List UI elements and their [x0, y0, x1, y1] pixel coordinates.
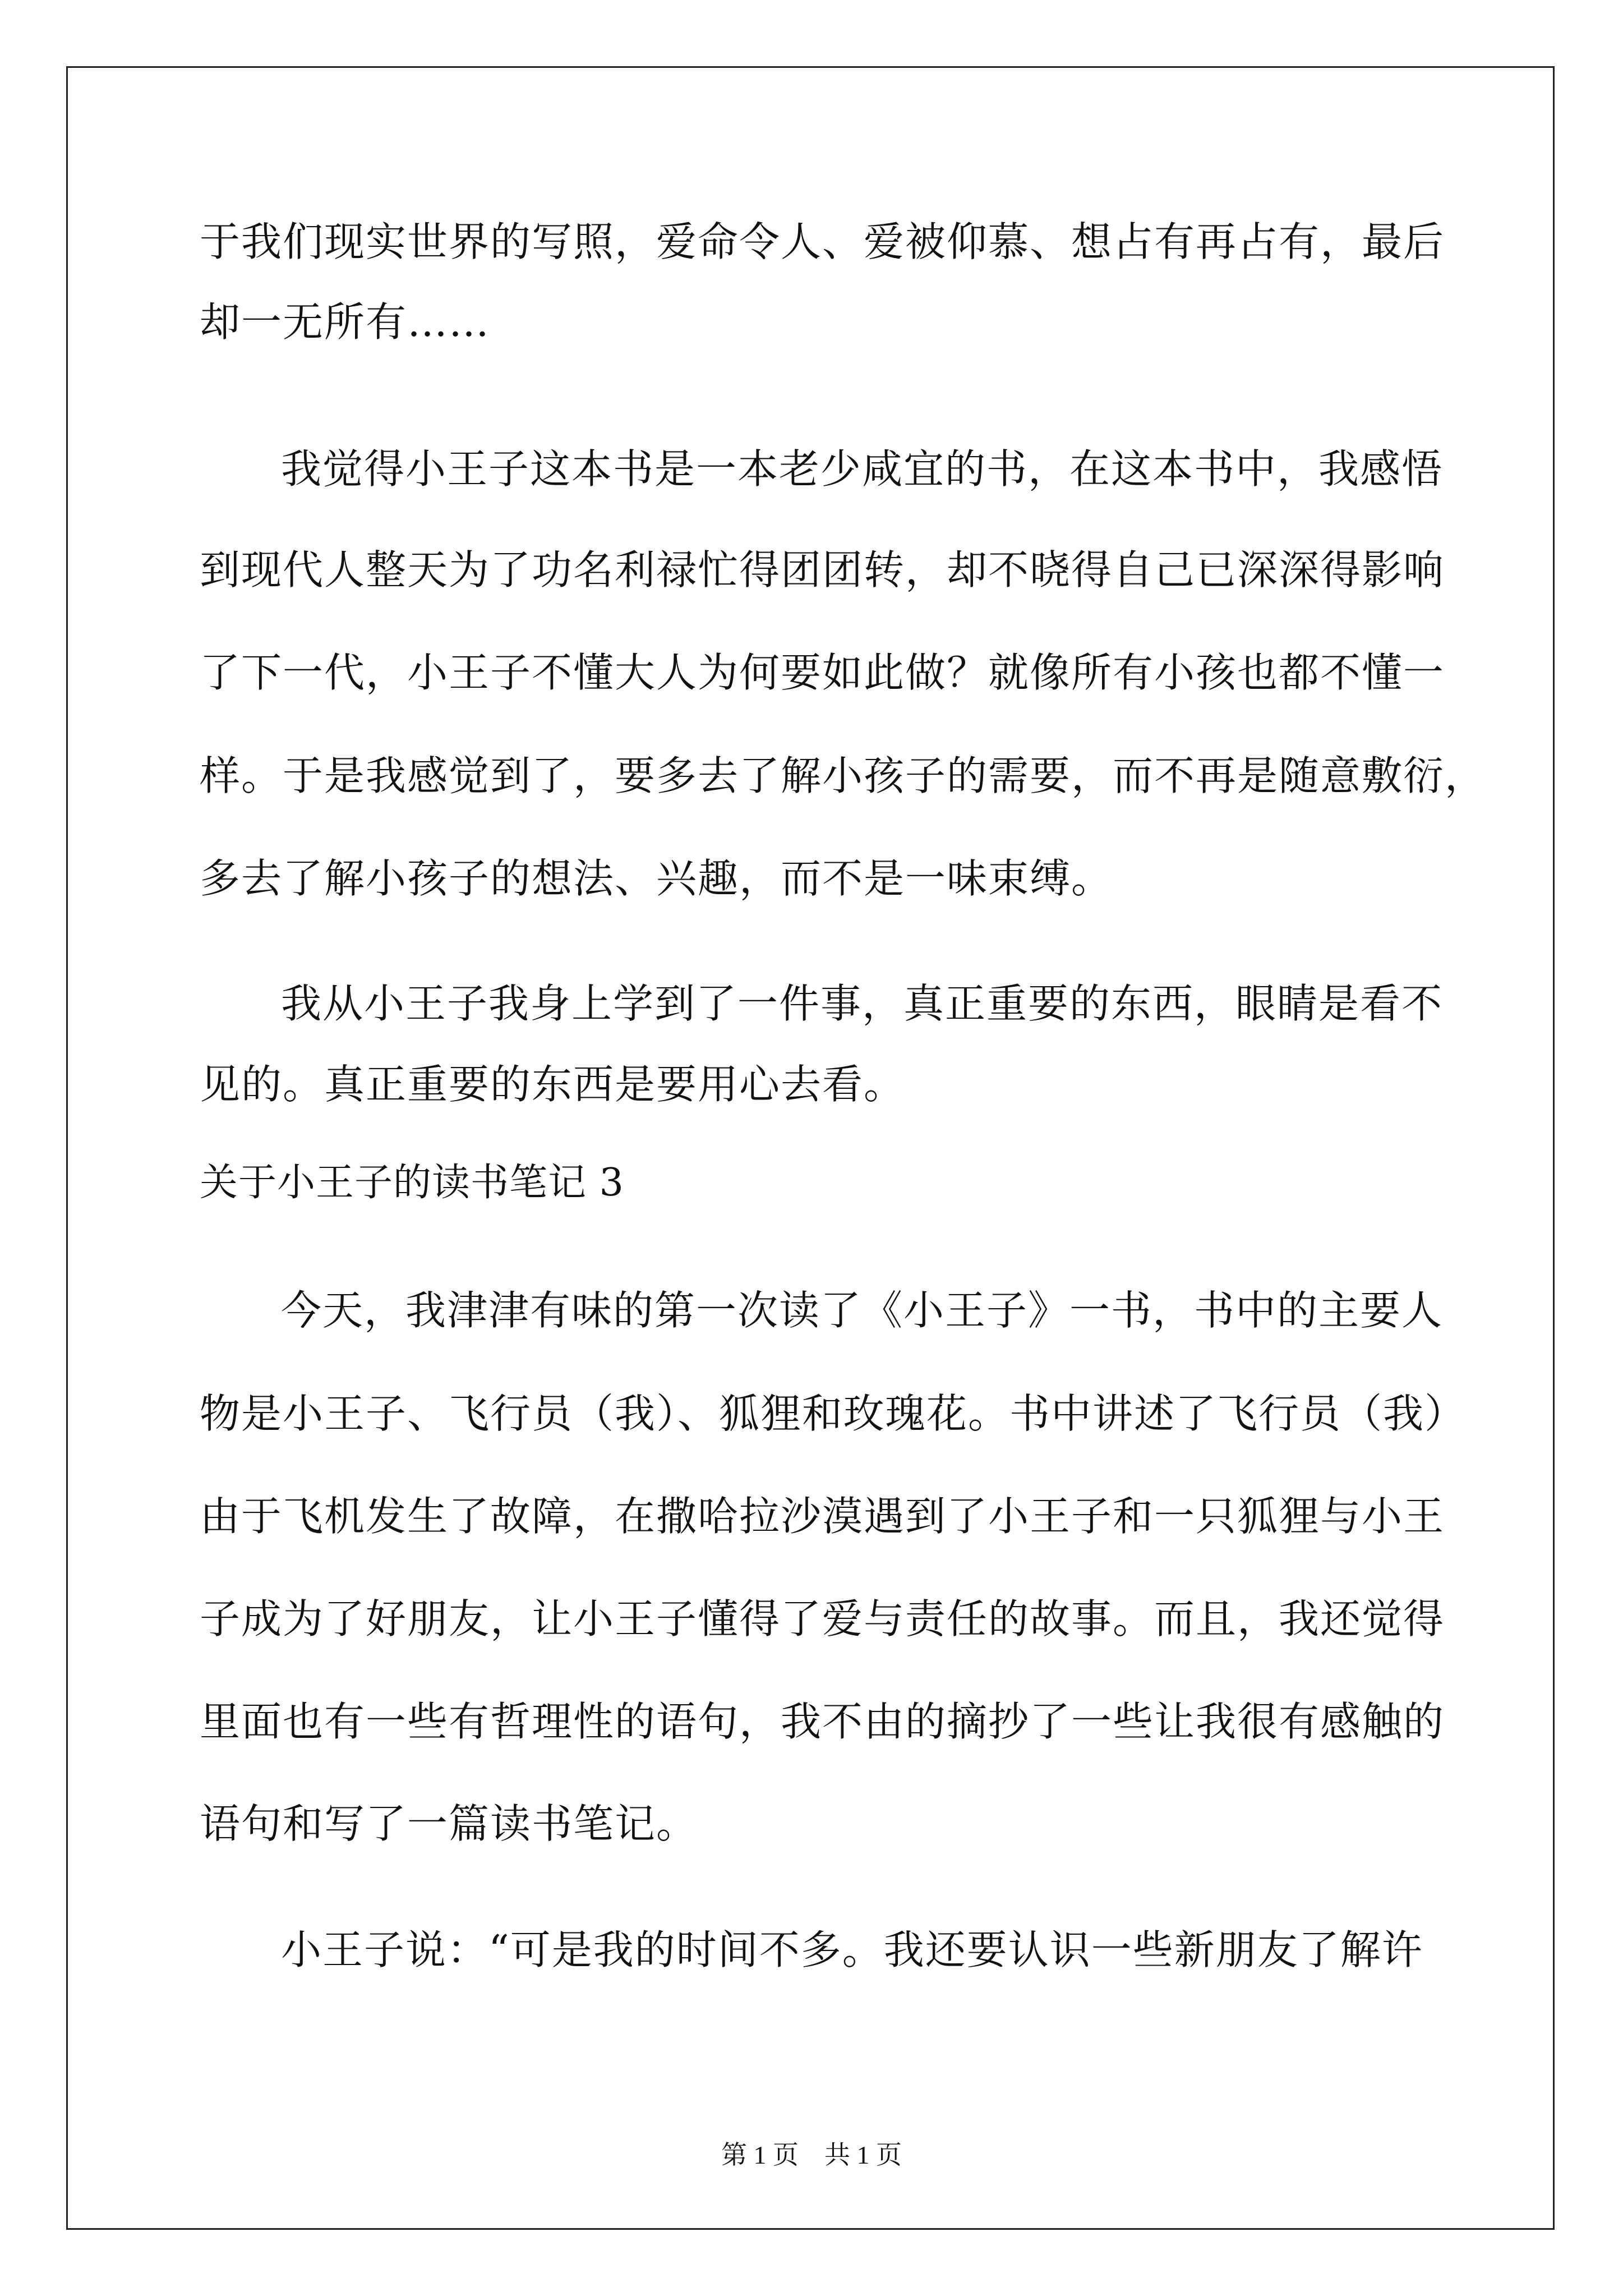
page-footer: 第 1 页 共 1 页: [721, 2141, 902, 2169]
paragraph-start-line: 我从小王子我身上学到了一件事，真正重要的东西，眼睛是看不: [281, 980, 1444, 1027]
text-line: 子成为了好朋友，让小王子懂得了爱与责任的故事。而且，我还觉得: [200, 1595, 1445, 1642]
text-line: 样。于是我感觉到了，要多去了解小孩子的需要，而不再是随意敷衍，: [200, 752, 1487, 799]
text-line: 里面也有一些有哲理性的语句，我不由的摘抄了一些让我很有感触的: [200, 1698, 1445, 1745]
text-line: 多去了解小孩子的想法、兴趣，而不是一味束缚。: [200, 855, 1113, 902]
paragraph-start-line: 今天，我津津有味的第一次读了《小王子》一书，书中的主要人: [281, 1287, 1444, 1334]
text-line: 物是小王子、飞行员（我）、狐狸和玫瑰花。书中讲述了飞行员（我）: [200, 1390, 1467, 1437]
text-line: 见的。真正重要的东西是要用心去看。: [200, 1061, 906, 1108]
section-heading: 关于小王子的读书笔记 3: [200, 1161, 624, 1205]
text-line: 于我们现实世界的写照，爱命令人、爱被仰慕、想占有再占有，最后: [200, 218, 1445, 265]
text-line: 到现代人整天为了功名利禄忙得团团转，却不晓得自己已深深得影响: [200, 546, 1445, 593]
paragraph-start-line: 小王子说：“可是我的时间不多。我还要认识一些新朋友了解许: [281, 1926, 1423, 1973]
text-line: 语句和写了一篇读书笔记。: [200, 1800, 698, 1847]
text-line: 由于飞机发生了故障，在撒哈拉沙漠遇到了小王子和一只狐狸与小王: [200, 1493, 1445, 1540]
text-line: 却一无所有……: [200, 298, 491, 346]
page-border: [66, 66, 1555, 2230]
text-line: 了下一代，小王子不懂大人为何要如此做？就像所有小孩也都不懂一: [200, 649, 1445, 696]
paragraph-start-line: 我觉得小王子这本书是一本老少咸宜的书，在这本书中，我感悟: [281, 445, 1444, 493]
